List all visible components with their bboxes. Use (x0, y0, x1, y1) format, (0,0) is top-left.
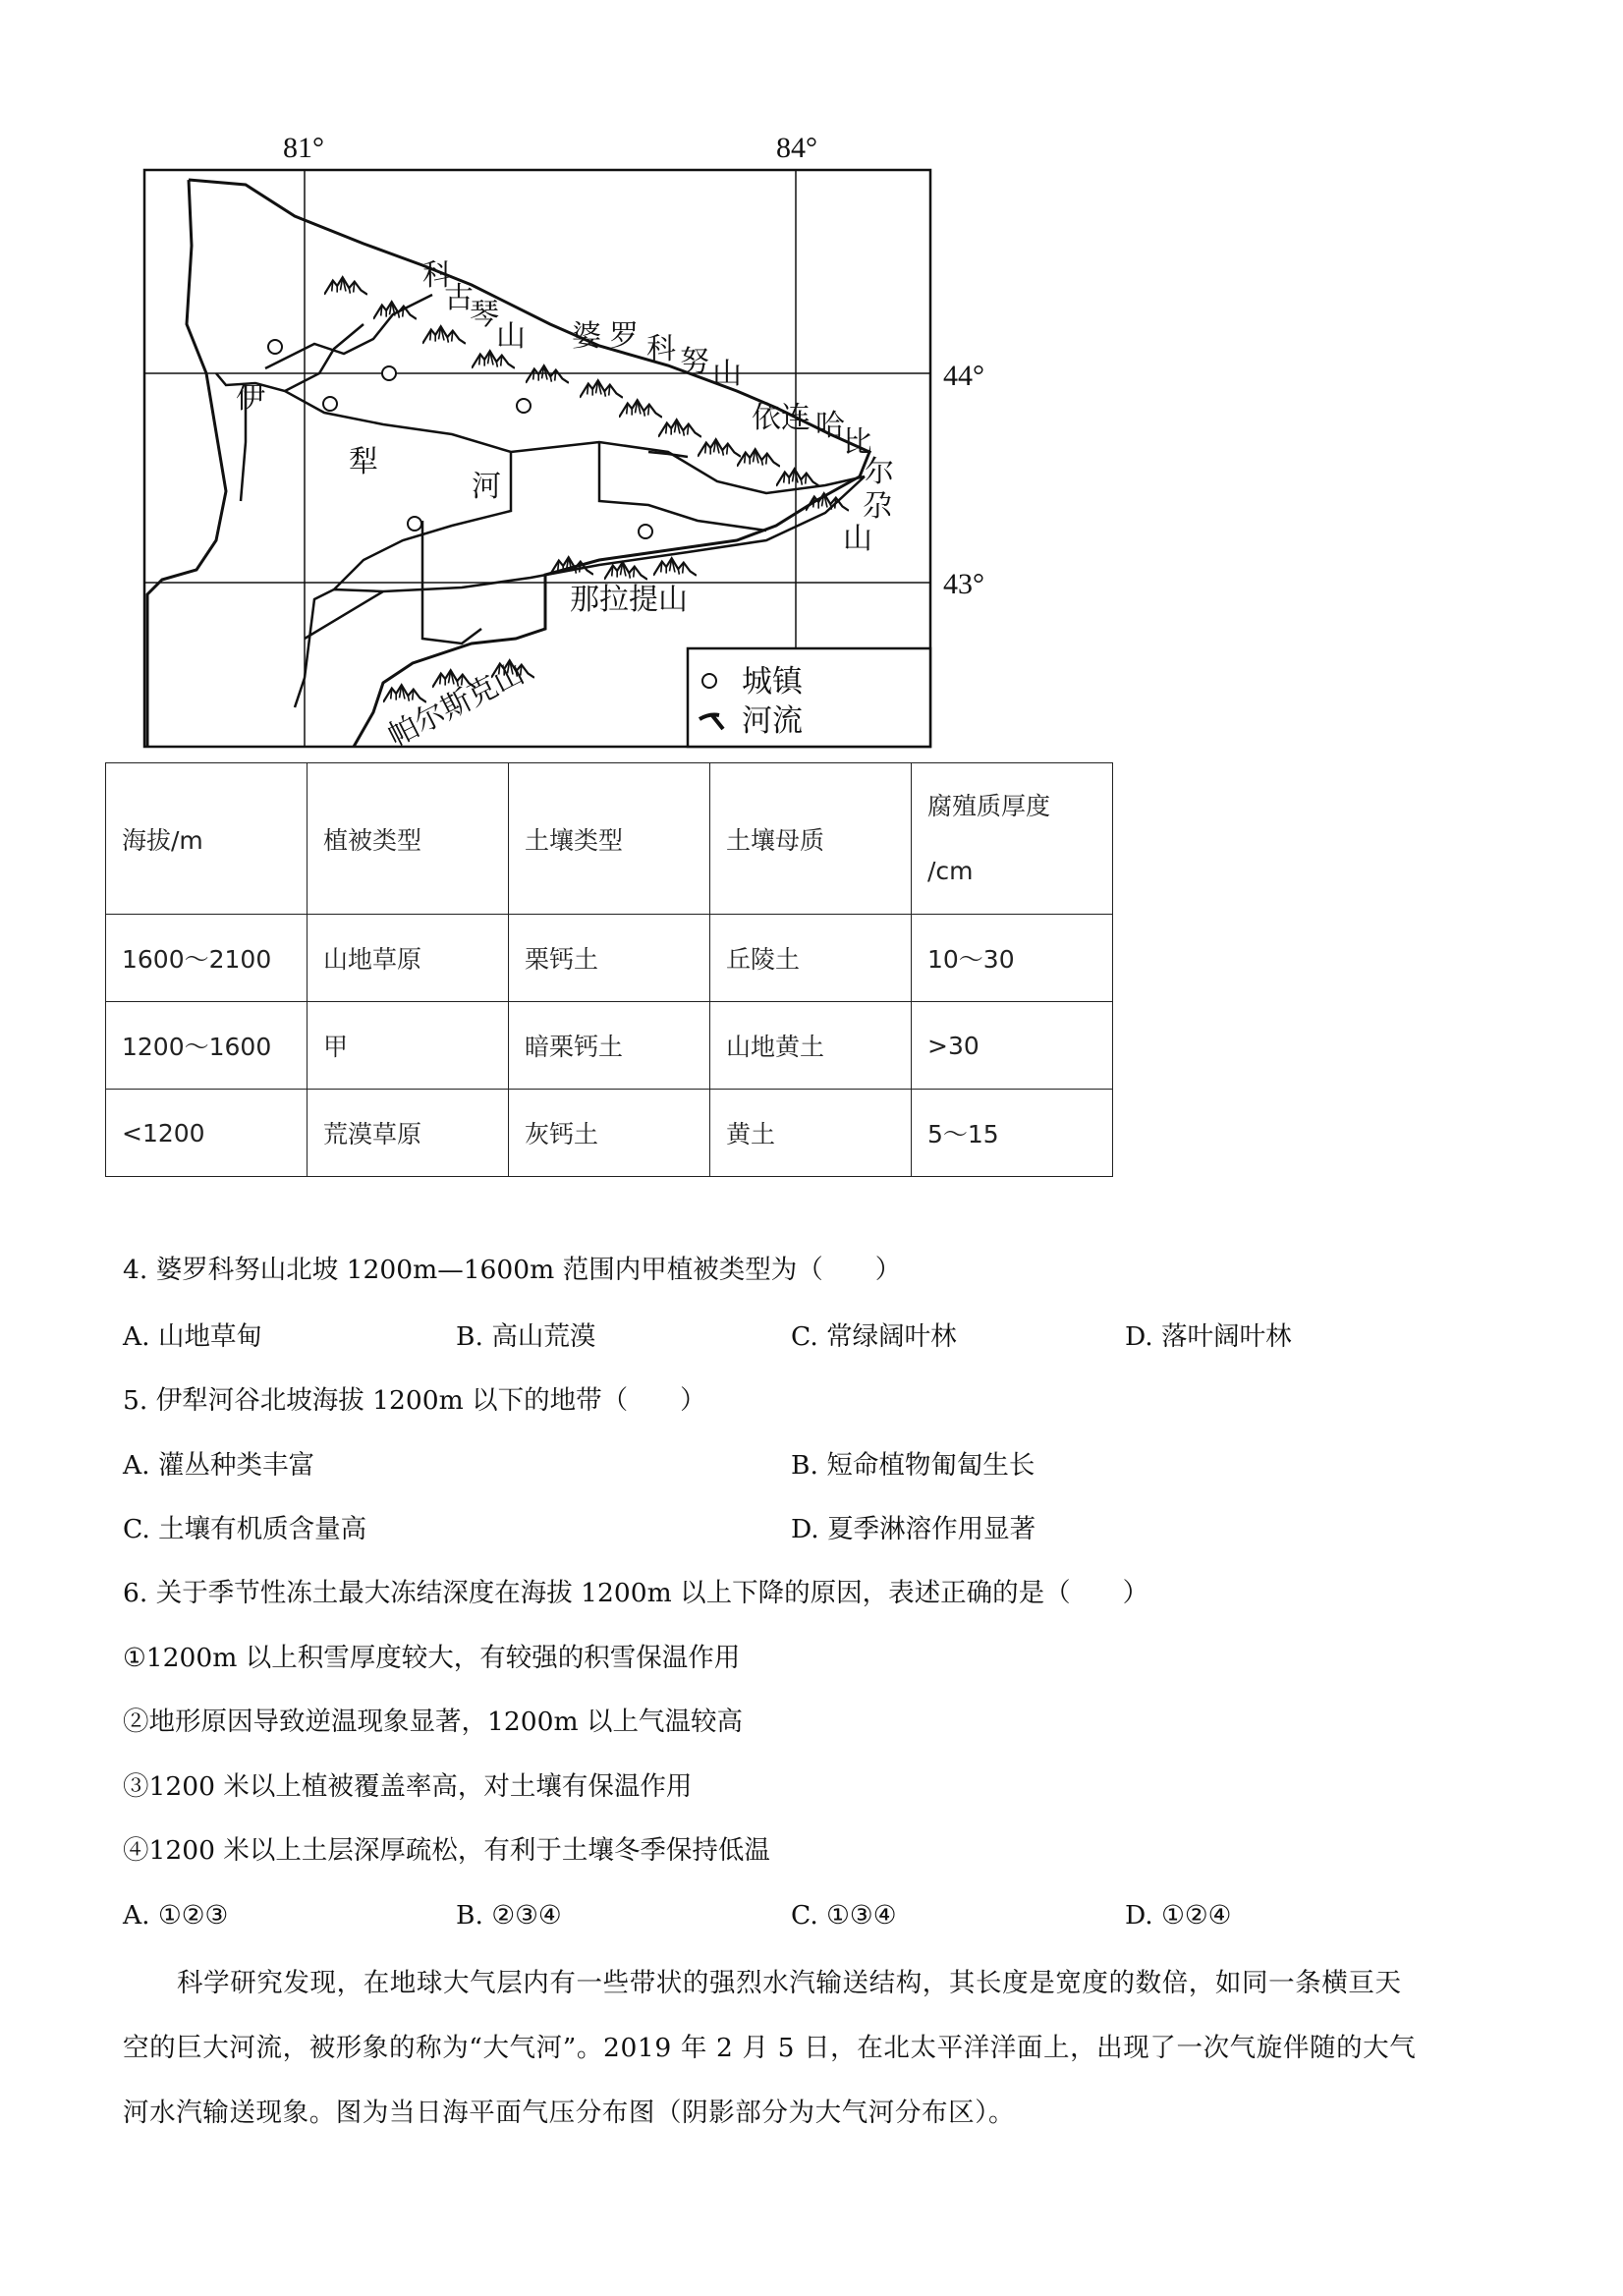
header-humus-line2: /cm (927, 856, 974, 885)
q4-option-b[interactable]: B. 高山荒漠 (456, 1321, 596, 1352)
table-header-row (106, 763, 1113, 915)
legend-town-icon (702, 674, 716, 688)
header-vegetation: 植被类型 (308, 763, 509, 915)
cell: 1200～1600 (106, 1002, 308, 1090)
cell: 栗钙土 (509, 915, 710, 1002)
q5-option-c[interactable]: C. 土壤有机质含量高 (123, 1514, 367, 1544)
label-paersike: 帕尔斯克山 (382, 655, 531, 755)
header-altitude: 海拔/m (106, 763, 308, 915)
lon-label-84: 84° (776, 132, 817, 164)
table-row (106, 915, 1113, 1002)
q5-option-a[interactable]: A. 灌丛种类丰富 (123, 1450, 314, 1481)
cell: 灰钙土 (509, 1090, 710, 1177)
legend-box (688, 648, 930, 747)
cell: 黄土 (710, 1090, 912, 1177)
lat-label-44: 44° (943, 360, 984, 392)
river-main (216, 295, 865, 707)
passage-line-3: 河水汽输送现象。图为当日海平面气压分布图（阴影部分为大气河分布区）。 (123, 2098, 1016, 2128)
q4-option-d[interactable]: D. 落叶阔叶林 (1125, 1321, 1292, 1352)
q5-option-d[interactable]: D. 夏季淋溶作用显著 (791, 1514, 1036, 1544)
label-yilianhabi: 依连 哈比尔尕山 (752, 401, 894, 556)
question-5-stem: 5. 伊犁河谷北坡海拔 1200m 以下的地带（ ） (123, 1385, 706, 1416)
cell: 暗栗钙土 (509, 1002, 710, 1090)
q6-statement-1: ①1200m 以上积雪厚度较大，有较强的积雪保温作用 (123, 1643, 741, 1673)
q6-option-b[interactable]: B. ②③④ (456, 1900, 562, 1931)
header-humus-line1: 腐殖质厚度 (927, 791, 1051, 820)
cell: 丘陵土 (710, 915, 912, 1002)
q5-option-b[interactable]: B. 短命植物匍匐生长 (791, 1450, 1035, 1481)
q4-option-c[interactable]: C. 常绿阔叶林 (791, 1321, 957, 1352)
label-boluokenu: 婆 罗 科 努 山 (572, 319, 742, 391)
cell: 山地黄土 (710, 1002, 912, 1090)
label-kegusin: 科古琴山 (422, 258, 526, 354)
q6-statement-3: ③1200 米以上植被覆盖率高，对土壤有保温作用 (123, 1771, 693, 1802)
q6-option-d[interactable]: D. ①②④ (1125, 1900, 1232, 1931)
town-markers (268, 340, 652, 538)
q6-option-c[interactable]: C. ①③④ (791, 1900, 897, 1931)
lat-label-43: 43° (943, 568, 984, 600)
table-row (106, 1002, 1113, 1090)
question-4-stem: 4. 婆罗科努山北坡 1200m—1600m 范围内甲植被类型为（ ） (123, 1255, 902, 1285)
cell: 10～30 (912, 915, 1113, 1002)
cell: <1200 (106, 1090, 308, 1177)
q6-statement-4: ④1200 米以上土层深厚疏松，有利于土壤冬季保持低温 (123, 1835, 770, 1866)
q6-option-a[interactable]: A. ①②③ (123, 1900, 229, 1931)
cell: 1600～2100 (106, 915, 308, 1002)
label-yili-river: 伊犁河 (236, 381, 501, 504)
header-soil-type: 土壤类型 (509, 763, 710, 915)
q4-option-a[interactable]: A. 山地草甸 (123, 1321, 262, 1352)
header-parent-material: 土壤母质 (710, 763, 912, 915)
table-row (106, 1090, 1113, 1177)
q6-statement-2: ②地形原因导致逆温现象显著，1200m 以上气温较高 (123, 1707, 743, 1737)
passage-line-2: 空的巨大河流，被形象的称为“大气河”。2019 年 2 月 5 日，在北太平洋洋面上，出现了一次气旋伴随的大气 (123, 2033, 1417, 2063)
lon-label-81: 81° (283, 132, 324, 164)
legend-town-label: 城镇 (742, 664, 803, 700)
question-6-stem: 6. 关于季节性冻土最大冻结深度在海拔 1200m 以上下降的原因，表述正确的是（ ） (123, 1578, 1149, 1608)
cell: 荒漠草原 (308, 1090, 509, 1177)
passage-line-1: 科学研究发现，在地球大气层内有一些带状的强烈水汽输送结构，其长度是宽度的数倍，如同一条横亘天 (177, 1968, 1402, 1998)
cell: 山地草原 (308, 915, 509, 1002)
cell: 甲 (308, 1002, 509, 1090)
header-humus-thickness (912, 763, 1113, 915)
label-nalati: 那拉提山 (570, 583, 688, 617)
soil-table (105, 762, 1113, 1177)
legend-river-label: 河流 (742, 703, 803, 739)
cell: >30 (912, 1002, 1113, 1090)
cell: 5～15 (912, 1090, 1113, 1177)
yili-valley-map (138, 128, 1022, 756)
